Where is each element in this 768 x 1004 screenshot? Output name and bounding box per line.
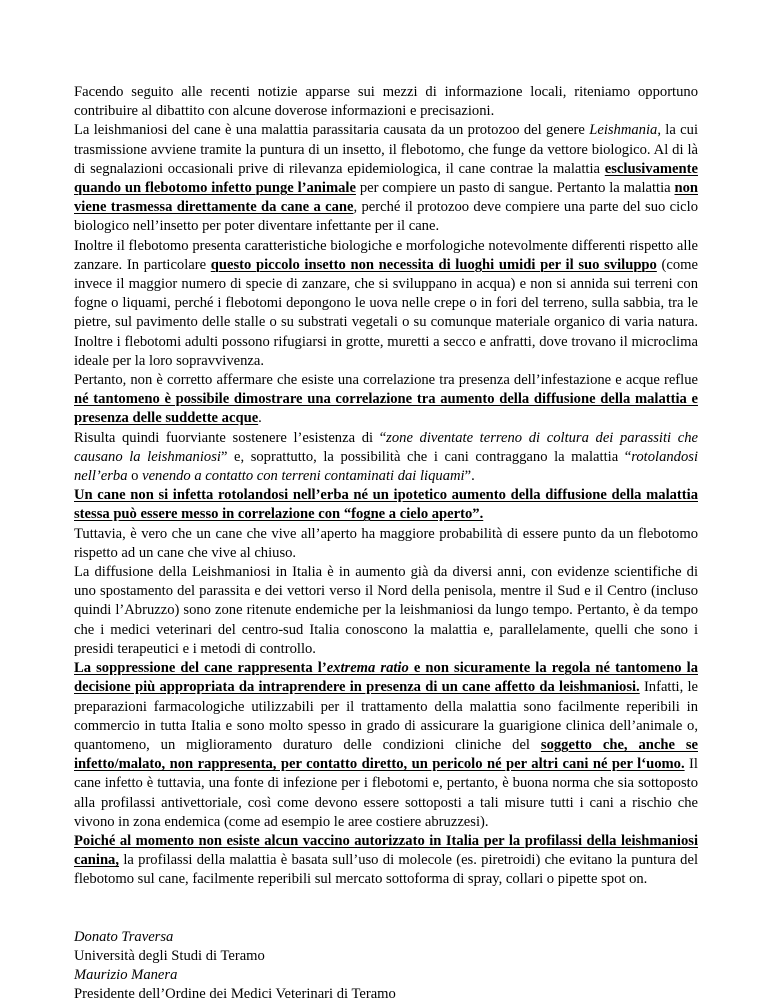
text-run: la profilassi della malattia è basata sull’uso di molecole (es. piretroidi) che evitano la puntura del flebotomo sul cane, facilmente reperibili sul mercato sottoforma di spray, collari o pipette spot on. [74, 852, 698, 888]
paragraph-euthanasia [74, 659, 698, 832]
emphasized-text: né tantomeno è possibile dimostrare una correlazione tra aumento della diffusione della malattia e presenza delle suddette acque [74, 391, 698, 427]
text-run: Infatti, le preparazioni farmacologiche utilizzabili per il trattamento della malattia sono facilmente reperibili in commercio in tutta Italia e sono molto spesso in grado di assicurare la guarigione clinica dell’animale o, quantomeno, un miglioramento duraturo delle condizioni cliniche del [74, 679, 699, 753]
italic-text: zone diventate terreno di coltura dei parassiti che causano la leishmaniosi [74, 429, 698, 465]
paragraph-outdoor-dogs [74, 525, 698, 563]
emphasized-text: Poiché al momento non esiste alcun vaccino autorizzato in Italia per la profilassi della leishmaniosi canina, [74, 832, 698, 869]
emphasized-text: questo piccolo insetto non necessita di luoghi umidi per il suo sviluppo [210, 256, 657, 273]
paragraph-disease-transmission [74, 121, 698, 236]
italic-text: venendo a contatto con terreni contaminati dai liquami [142, 468, 465, 485]
paragraph-sandfly-biology [74, 237, 698, 371]
author-affiliation-2: Presidente dell’Ordine dei Medici Veterinari di Teramo [74, 986, 396, 1003]
text-run: Il cane infetto è tuttavia, una fonte di infezione per i flebotomi e, pertanto, è buona norma che sia sottoposto alla profilassi antivettoriale, così come devono essere sottoposti a tali misure tutti i cani a rischio che vivono in zona endemica (come ad esempio le aree costiere abruzzesi). [74, 756, 698, 830]
text-run: Tuttavia, è vero che un cane che vive all’aperto ha maggiore probabilità di essere punto da un flebotomo rispetto ad un cane che vive al chiuso. [74, 525, 698, 561]
signature-block [74, 928, 698, 1004]
text-run: (come invece il maggior numero di specie di zanzare, che si sviluppano in acqua) e non si annida sui terreni con fogne o liquami, perché i flebotomi depongono le uova nelle crepe o in fori del terreno, sulla sabbia, tra le pietre, sul pavimento delle stalle o su substrati vegetali o su comunque materiale organico di varia natura. Inoltre i flebotomi adulti possono rifugiarsi in grotte, muretti a secco e anfratti, dove trovano il microclima ideale per la loro sopravvivenza. [74, 256, 698, 369]
text-run: Facendo seguito alle recenti notizie apparse sui mezzi di informazione locali, riteniamo opportuno contribuire al dibattito con alcune doverose informazioni e precisazioni. [74, 84, 698, 120]
emphasized-text: esclusivamente quando un flebotomo infetto punge l’animale [74, 160, 698, 197]
paragraph-misleading-claims [74, 429, 698, 487]
text-run: La diffusione della Leishmaniosi in Italia è in aumento già da diversi anni, con evidenze scientifiche di uno spostamento del parassita e dei vettori verso il Nord della penisola, mentre il Sud e il Centro (incluso quindi l’Abruzzo) sono zone ritenute endemiche per la leishmaniosi da lungo tempo. Pertanto, è da tempo che i medici veterinari del centro-sud Italia conoscono la malattia e, parallelamente, quelli che sono i presidi terapeutici e i metodi di controllo. [74, 564, 698, 657]
paragraph-no-infection-grass [74, 486, 698, 524]
author-name-1: Donato Traversa [74, 928, 174, 945]
text-run: Risulta quindi fuorviante sostenere l’esistenza di “ [74, 429, 387, 446]
text-run: o [127, 468, 143, 485]
text-run: Inoltre il flebotomo presenta caratteristiche biologiche e morfologiche notevolmente differenti rispetto alle zanzare. In particolare [74, 237, 698, 273]
paragraph-wastewater [74, 371, 698, 429]
emphasized-text: non viene trasmessa direttamente da cane a cane [74, 180, 698, 216]
text-run: , perché il protozoo deve compiere una parte del suo ciclo biologico nell’insetto per poter diventare infettante per il cane. [74, 199, 698, 235]
paragraph-diffusion-italy [74, 563, 698, 659]
italic-text: rotolandosi nell’erba [74, 448, 699, 485]
text-run: ” e, soprattutto, la possibilità che i cani contraggano la malattia “ [220, 448, 632, 465]
emphasized-text: e non sicuramente la regola né tantomeno la decisione più appropriata da intraprendere in presenza di un cane affetto da leishmaniosi. [74, 660, 698, 696]
emphasized-text: Un cane non si infetta rotolandosi nell’erba né un ipotetico aumento della diffusione della malattia stessa può essere messo in correlazione con “fogne a cielo aperto”. [74, 487, 698, 523]
author-affiliation-1: Università degli Studi di Teramo [74, 947, 265, 964]
emphasized-text: La soppressione del cane rappresenta l’ [74, 660, 327, 677]
paragraph-intro [74, 83, 698, 121]
text-run: Pertanto, non è corretto affermare che esiste una correlazione tra presenza dell’infestazione e acque reflue [74, 372, 698, 389]
letter-body [74, 83, 698, 890]
italic-text: Leishmania [589, 122, 658, 139]
text-run: per compiere un pasto di sangue. Pertanto la malattia [355, 180, 675, 197]
emphasized-text: extrema ratio [326, 660, 409, 677]
text-run: . [258, 410, 262, 427]
author-name-2: Maurizio Manera [74, 966, 178, 983]
text-run: La leishmaniosi del cane è una malattia parassitaria causata da un protozoo del genere [74, 122, 590, 139]
text-run: , la cui trasmissione avviene tramite la puntura di un insetto, il flebotomo, che funge da vettore biologico. Al di là di segnalazioni occasionali prive di rilevanza epidemiologica, il cane contrae la malattia [74, 122, 698, 177]
paragraph-prophylaxis [74, 832, 698, 890]
emphasized-text: soggetto che, anche se infetto/malato, non rappresenta, per contatto diretto, un pericolo né per altri cani né per l‘uomo. [74, 736, 698, 773]
text-run: ”. [464, 468, 475, 485]
